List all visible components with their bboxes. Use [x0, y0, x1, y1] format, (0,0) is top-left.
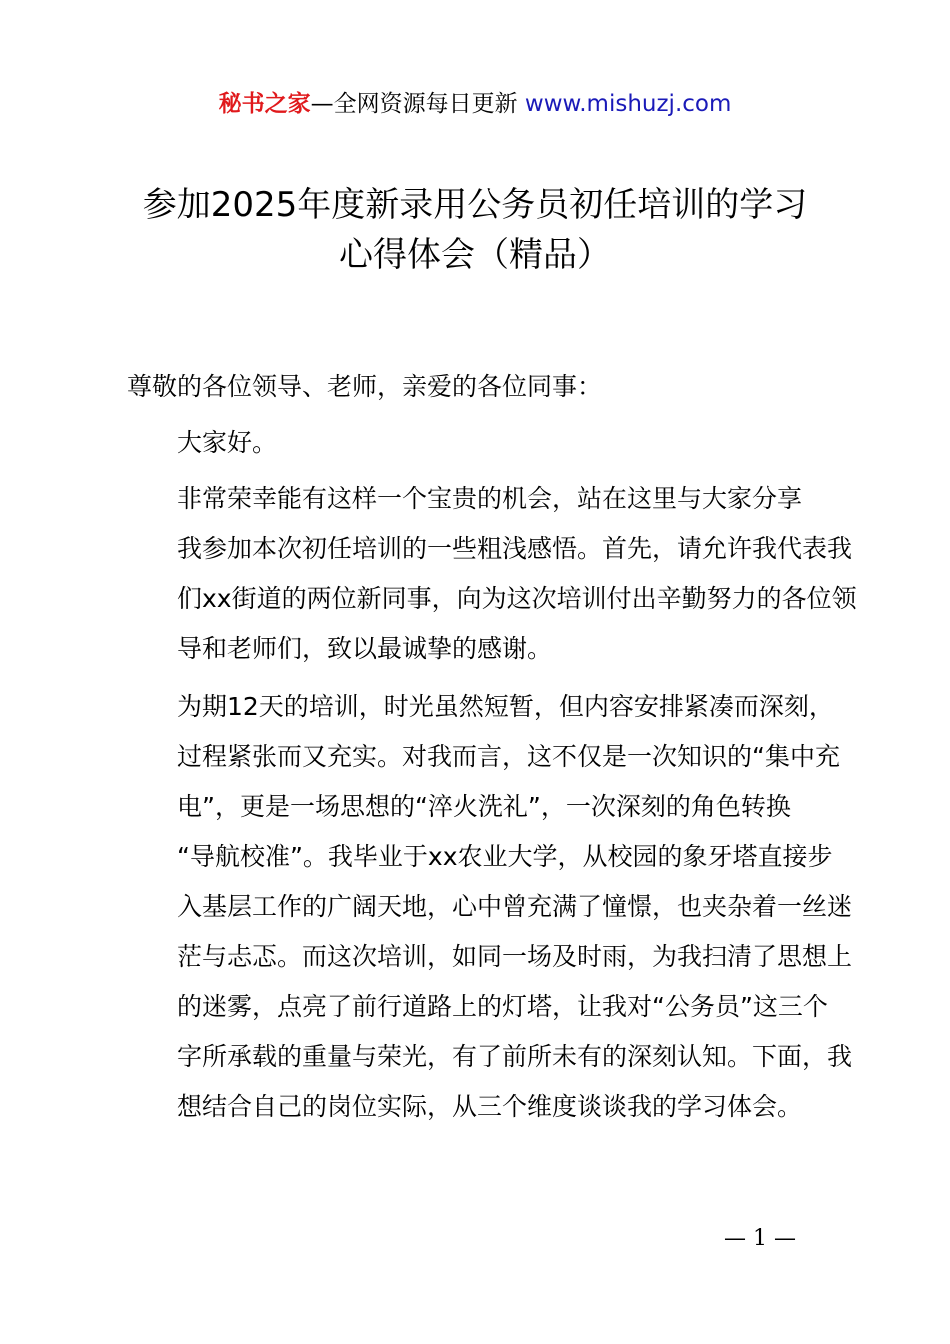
- page-number: — 1 —: [724, 1226, 796, 1251]
- salutation: 尊敬的各位领导、老师，亲爱的各位同事：: [127, 372, 603, 401]
- paragraph-2-line: 入基层工作的广阔天地，心中曾充满了憧憬，也夹杂着一丝迷: [177, 892, 853, 921]
- document-title: [100, 180, 850, 280]
- site-url-link[interactable]: www.mishuzj.com: [524, 91, 732, 117]
- paragraph-1-line: 们xx街道的两位新同事，向为这次培训付出辛勤努力的各位领: [177, 584, 857, 613]
- paragraph-1-line: 非常荣幸能有这样一个宝贵的机会，站在这里与大家分享: [177, 484, 803, 513]
- paragraph-2-line: 为期12天的培训，时光虽然短暂，但内容安排紧凑而深刻，: [177, 692, 834, 721]
- document-body: [127, 362, 857, 1132]
- paragraph-2-line: 字所承载的重量与荣光，有了前所未有的深刻认知。下面，我: [177, 1042, 853, 1071]
- paragraph-1: [127, 474, 857, 674]
- paragraph-2: [127, 682, 853, 1132]
- paragraph-1-line: 我参加本次初任培训的一些粗浅感悟。首先，请允许我代表我: [177, 534, 853, 563]
- paragraph-1-line: 导和老师们，致以最诚挚的感谢。: [177, 634, 553, 663]
- title-line-2: 心得体会（精品）: [339, 235, 611, 275]
- site-brand: 秘书之家: [218, 91, 311, 117]
- greeting: 大家好。: [177, 428, 278, 457]
- paragraph-2-line: “导航校准”。我毕业于xx农业大学，从校园的象牙塔直接步: [177, 842, 833, 871]
- paragraph-2-line: 电”，更是一场思想的“淬火洗礼”，一次深刻的角色转换: [177, 792, 791, 821]
- title-line-1: 参加2025年度新录用公务员初任培训的学习: [142, 185, 808, 225]
- paragraph-2-line: 的迷雾，点亮了前行道路上的灯塔，让我对“公务员”这三个: [177, 992, 828, 1021]
- paragraph-2-line: 过程紧张而又充实。对我而言，这不仅是一次知识的“集中充: [177, 742, 840, 771]
- site-header: [0, 86, 950, 122]
- site-tagline: —全网资源每日更新: [310, 91, 525, 117]
- paragraph-2-line: 想结合自己的岗位实际，从三个维度谈谈我的学习体会。: [177, 1092, 803, 1121]
- paragraph-2-line: 茫与忐忑。而这次培训，如同一场及时雨，为我扫清了思想上: [177, 942, 853, 971]
